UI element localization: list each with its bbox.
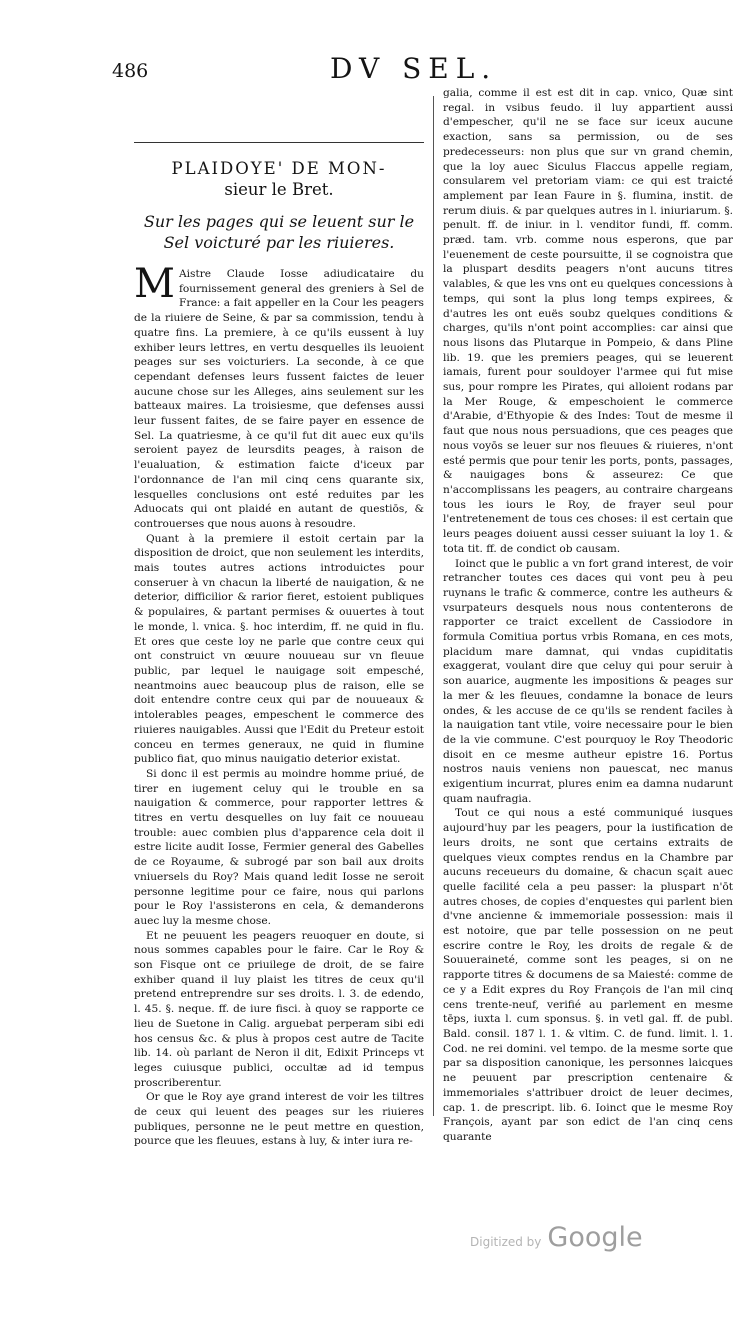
page-number: 486	[112, 60, 149, 82]
paragraph-ioinct: Ioinct que le public a vn fort grand interest, de voir retrancher toutes ces daces qui vont peu à peu ruynans le trafic & commerce, contre les autheurs & vsurpateurs desquels nous nous contenterons de rapporter ce traict excellent de Cassiodore in formula Comitiua portus vrbis Romana, en ces mots, placidum mare damnat, qui vndas cupiditatis exaggerat, voulant dire que celuy qui pour seruir à son auarice, augmente les impositions & peages sur la mer & les fleuues, condamne la bonace de leurs ondes, & les accuse de ce qu'ils se rendent faciles à la nauigation tant vtile, voire necessaire pour le bien de la vie commune. C'est pourquoy le Roy Theodoric disoit en ce mesme autheur epistre 16. Portus nostros nauis veniens non pauescat, nec manus exigentium incurrat, plures enim ea damna nudarunt quam naufragia.	[443, 557, 733, 805]
section-subheading: Sur les pages qui se leuent sur le Sel voicturé par les riuieres.	[143, 212, 415, 252]
plaidoye-heading: PLAIDOYE' DE MON-	[171, 159, 387, 178]
paragraph-tout-ce: Tout ce qui nous a esté communiqué iusques aujourd'huy par les peagers, pour la iustification de leurs droits, ne sont que certains extraits de quelques vieux comptes rendus en la Chambre par aucuns receueurs du domaine, & chacun sçait auec quelle facilité cela a peu passer: la pluspart n'ōt autres choses, de copies d'enquestes qui parlent bien d'vne ancienne & immemoriale possession: mais il est notoire, que par telle possession on ne peut escrire contre le Roy, les droits de regale & de Souueraineté, comme sont les peages, si on ne rapporte titres & documens de sa Maiesté: comme de ce y a Edit expres du Roy François de l'an mil cinq cens trente-neuf, verifié au parlement en mesme tēps, iuxta l. cum sponsus. §. in vetl gal. ff. de publ. Bald. consil. 187 l. 1. & vltim. C. de fund. limit. l. 1. Cod. ne rei domini. vel tempo. de la mesme sorte que par sa disposition canonique, les personnes laicques ne peuuent par prescription centenaire & immemoriales s'attribuer droict de leuer decimes, cap. 1. de prescript. lib. 6. Ioinct que le mesme Roy François, ayant par son edict de l'an cinq cens quarante	[443, 807, 733, 1143]
plaidoye-heading-author: sieur le Bret.	[224, 180, 334, 199]
right-column	[443, 86, 733, 1143]
heading-rule	[134, 142, 424, 143]
drop-cap: M	[134, 261, 175, 307]
digitized-by-google-watermark	[470, 1222, 643, 1253]
paragraph-galia: galia, comme il est est dit in cap. vnico, Quæ sint regal. in vsibus feudo. il luy appartient aussi d'empescher, qu'il ne se face sur iceux aucune exaction, sans sa permission, ou de ses predecesseurs: non plus que sur vn grand chemin, que la loy auec Siculus Flaccus appelle regiam, consularem vel pretoriam viam: ce qui est traicté amplement par Iean Faure in §. flumina, instit. de rerum diuis. & par quelques autres in l. iniuriarum. §. penult. ff. de iniur. in l. venditor fundi, ff. comm. præd. tam. vrb. comme nous esperons, que par l'euenement de ceste poursuitte, il se cognoistra que la pluspart desdits peagers n'ont aucuns titres valables, & que les vns ont eu quelques concessions à temps, qui sont la plus long temps expirees, & d'autres les ont euës soubz quelques conditions & charges, qu'ils n'ont point accomplies: car ainsi que nous lisons das Plutarque in Pompeio, & dans Pline lib. 19. que les premiers peages, qui se leuerent iamais, furent pour souldoyer l'armee qui fut mise sus, pour rompre les Pirates, qui alloient rodans par la Mer Rouge, & empeschoient le commerce d'Arabie, d'Ethyopie & des Indes: Tout de mesme il faut que nous nous persuadions, que ces peages que nous voyōs se leuer sur nos fleuues & riuieres, n'ont esté permis que pour tenir les ports, ponts, passages, & nauigages bons & asseurez: Ce que n'accomplissans les peagers, au contraire chargeans tous les iours le Roy, de frayer seul pour l'entretenement de tous ces choses: il est certain que leurs peages doiuent aussi cesser suiuant la loy 1. & tota tit. ff. de condict ob causam.	[443, 87, 733, 555]
paragraph-premiere: Quant à la premiere il estoit certain par la disposition de droict, que non seulement les interdits, mais toutes autres actions introduictes pour conseruer à vn chacun la liberté de nauigation, & ne deterior, difficilior & rarior fieret, estoient publiques & populaires, & partant permises & ouuertes à tout le monde, l. vnica. §. hoc interdim, ff. ne quid in flu. Et ores que ceste loy ne parle que contre ceux qui ont construict vn œuure nouueau sur vn fleuue public, par lequel le nauigage soit empesché, neantmoins auec beaucoup plus de raison, elle se doit entendre contre ceux qui par de nouueaux & intolerables peages, empeschent le commerce des riuieres nauigables. Aussi que l'Edit du Preteur estoit conceu en termes generaux, ne quid in flumine publico fiat, quo minus nauigatio deterior existat.	[134, 532, 424, 766]
paragraph-intro-text: Aistre Claude Iosse adiudicataire du fournissement general des greniers à Sel de France: a fait appeller en la Cour les peagers de la riuiere de Seine, & par sa commission, tendu à quatre fins. La premiere, à ce qu'ils eussent à luy exhiber leurs lettres, en vertu desquelles ils leuoient peages sur ses voicturiers. La seconde, à ce que cependant defenses leurs fussent faictes de leuer aucune chose sur les Alleges, ains seulement sur les batteaux maires. La troisiesme, que defenses aussi leur fussent faites, de se faire payer en essence de Sel. La quatriesme, à ce qu'il fut dit auec eux qu'ils seroient payez de leursdits peages, à raison de l'eualuation, & estimation faicte d'iceux par l'ordonnance de l'an mil cinq cens quarante six, lesquelles conclusions ont esté reduites par les Aduocats qui ont plaidé en autant de questiōs, & controuerses que nous auons à resoudre.	[134, 268, 424, 530]
running-title: DV SEL.	[330, 52, 498, 85]
paragraph-or-que: Or que le Roy aye grand interest de voir les tiltres de ceux qui leuent des peages sur les riuieres publiques, personne ne le peut mettre en question, pource que les fleuues, estans à luy, & inter iura re-	[134, 1091, 424, 1148]
google-logo: Google	[547, 1222, 643, 1253]
paragraph-peagers: Et ne peuuent les peagers reuoquer en doute, si nous sommes capables pour le faire. Car le Roy & son Fisque ont ce priuilege de droit, de se faire exhiber quand il luy plaist les titres de ceux qu'il pretend entreprendre sur ses droits. l. 3. de edendo, l. 45. §. neque. ff. de iure fisci. à quoy se rapporte ce lieu de Suetone in Calig. arguebat perperam sibi edi hos census &c. & plus à propos cest autre de Tacite lib. 14. où parlant de Neron il dit, Edixit Princeps vt leges cuiusque publici, occultæ ad id tempus proscriberentur.	[134, 929, 424, 1089]
paragraph-intro	[134, 261, 424, 532]
column-divider	[433, 96, 434, 1116]
digitized-by-label: Digitized by	[470, 1235, 542, 1249]
left-column	[134, 92, 424, 1148]
paragraph-si-donc: Si donc il est permis au moindre homme priué, de tirer en iugement celuy qui le trouble en sa nauigation & commerce, pour rapporter lettres & titres en vertu desquelles on luy fait ce nouueau trouble: auec combien plus d'apparence cela doit il estre licite audit Iosse, Fermier general des Gabelles de ce Royaume, & subrogé par son bail aux droits vniuersels du Roy? Mais quand ledit Iosse ne seroit personne legitime pour ce faire, nous qui parlons pour le Roy l'assisterons en cela, & demanderons auec luy la mesme chose.	[134, 767, 424, 927]
